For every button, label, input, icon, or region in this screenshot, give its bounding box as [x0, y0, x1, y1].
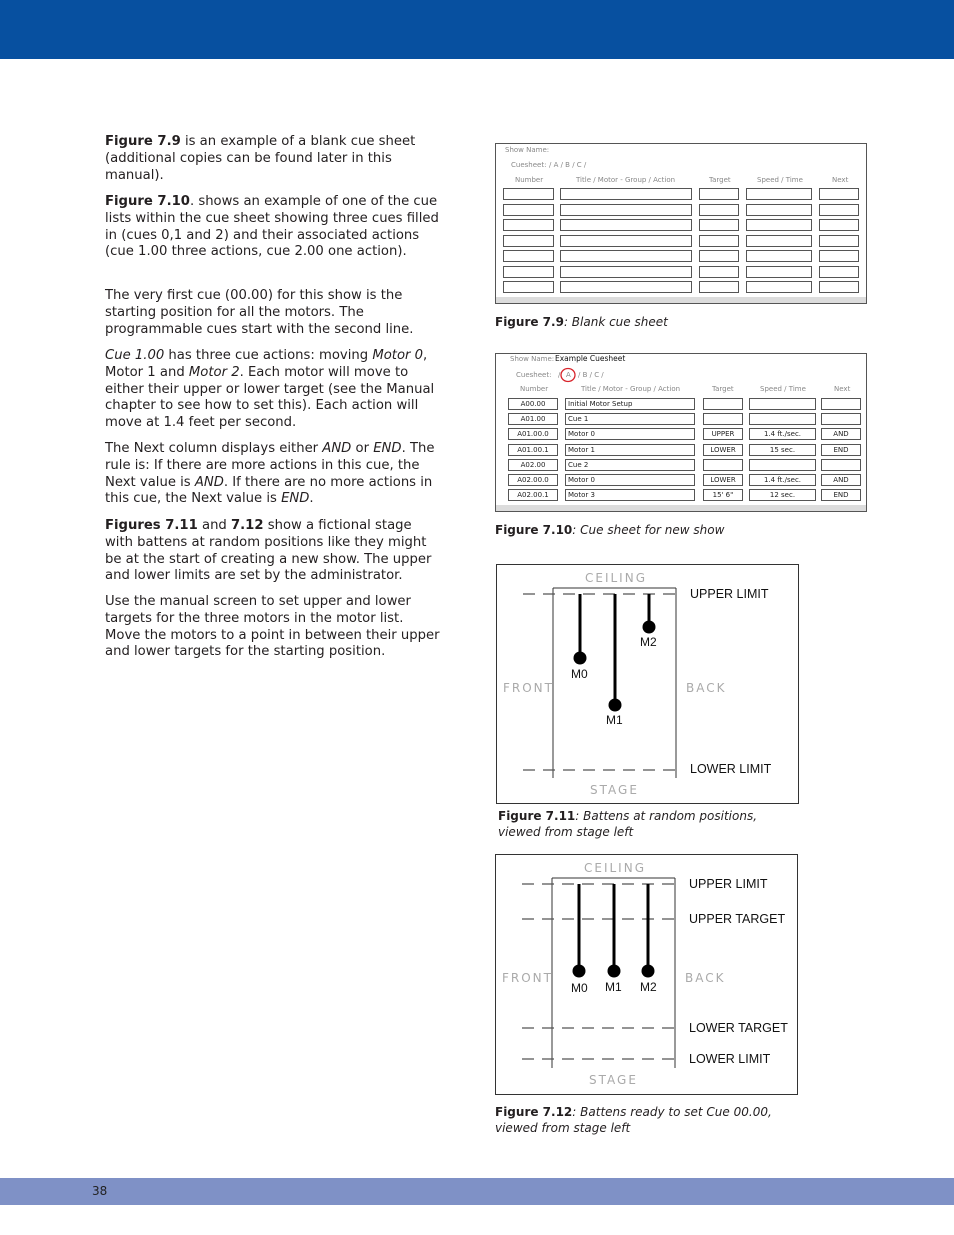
- cue-cell-text: A00.00: [520, 400, 546, 408]
- col-header-speed: Speed / Time: [757, 176, 803, 184]
- cue-cell-text: A02.00: [520, 460, 546, 469]
- cuesheet-selected[interactable]: A: [566, 371, 571, 379]
- page-number: 38: [92, 1184, 108, 1198]
- cue-cell-next[interactable]: [821, 444, 861, 456]
- cue-cell[interactable]: [819, 204, 859, 216]
- cue-cell[interactable]: [699, 281, 739, 293]
- paragraph-fig79-intro: Figure 7.9 is an example of a blank cue sheet (additional copies can be found later in this manual).: [105, 134, 416, 183]
- cue-cell[interactable]: [503, 204, 554, 216]
- stage-label: STAGE: [590, 783, 639, 797]
- cue-cell-speed[interactable]: [749, 428, 816, 440]
- cue-cell-text: 15 sec.: [769, 445, 796, 454]
- stage-diagram-random: [496, 564, 799, 804]
- cue-cell-speed[interactable]: [749, 459, 816, 471]
- cuesheet-label: Cuesheet:: [516, 371, 552, 379]
- cue-cell-text: LOWER: [710, 476, 736, 484]
- stage-label: STAGE: [589, 1073, 638, 1087]
- cue-cell-next[interactable]: [821, 413, 861, 425]
- lower-limit-label: LOWER LIMIT: [689, 1052, 771, 1066]
- col-header-title: Title / Motor - Group / Action: [581, 385, 681, 393]
- cue-cell-num[interactable]: [508, 489, 558, 501]
- motor-m0-label: M0: [571, 667, 588, 681]
- cue-cell-speed[interactable]: [749, 489, 816, 501]
- cue-cell[interactable]: [746, 188, 812, 200]
- motor-m1-label: M1: [606, 713, 623, 727]
- cue-cell-text: A02.00.0: [517, 476, 549, 484]
- cue-cell-text: Motor 0: [568, 430, 595, 439]
- cue-cell-text: Initial Motor Setup: [568, 400, 633, 408]
- cue-cell[interactable]: [503, 250, 554, 262]
- cue-cell-text: LOWER: [710, 445, 736, 454]
- motor-m0-icon: [573, 965, 586, 978]
- cue-cell-text: 12 sec.: [769, 491, 796, 500]
- cue-cell-title[interactable]: [565, 398, 695, 410]
- selection-circle-icon: [559, 367, 577, 383]
- cue-cell-speed[interactable]: [749, 474, 816, 486]
- motor-m1-icon: [609, 699, 622, 712]
- cue-cell[interactable]: [560, 188, 692, 200]
- cuesheet-label: Cuesheet:: [511, 161, 547, 169]
- motor-m2-label: M2: [640, 980, 657, 994]
- stage-diagram-ready: [495, 854, 798, 1095]
- caption-fig710: Figure 7.10: Cue sheet for new show: [495, 523, 725, 537]
- cue-cell-num[interactable]: [508, 474, 558, 486]
- cue-cell[interactable]: [699, 250, 739, 262]
- cue-cell[interactable]: [819, 235, 859, 247]
- front-label: FRONT: [502, 971, 553, 985]
- cue-cell[interactable]: [746, 266, 812, 278]
- col-header-speed: Speed / Time: [760, 385, 806, 393]
- cue-cell-speed[interactable]: [749, 398, 816, 410]
- caption-fig712: Figure 7.12: Battens ready to set Cue 00.00, viewed from stage left: [495, 1105, 772, 1135]
- cue-cell[interactable]: [699, 188, 739, 200]
- cue-cell[interactable]: [699, 266, 739, 278]
- cue-cell-text: A01.00.0: [517, 430, 549, 439]
- paragraph-next-column: The Next column displays either AND or END. The rule is: If there are more actions in this cue, the Next value is AND. If there are no more actions in this cue, the Next value is END.: [105, 441, 435, 507]
- cue-cell[interactable]: [503, 281, 554, 293]
- paragraph-fig710-intro: Figure 7.10. shows an example of one of the cue lists within the cue sheet showing three cues filled in (cues 0,1 and 2) and their associated actions (cue 1.00 three actions, cue 2.00 one action).: [105, 194, 439, 260]
- cue-cell[interactable]: [746, 235, 812, 247]
- cue-cell-num[interactable]: [508, 413, 558, 425]
- cue-cell[interactable]: [746, 219, 812, 231]
- back-label: BACK: [685, 971, 726, 985]
- cue-cell-text: A01.00: [520, 415, 546, 424]
- cue-cell[interactable]: [819, 281, 859, 293]
- motor-m0-icon: [574, 652, 587, 665]
- cue-cell-next[interactable]: [821, 398, 861, 410]
- footer-bar: [0, 1178, 954, 1205]
- front-label: FRONT: [503, 681, 554, 695]
- motor-m2-icon: [643, 621, 656, 634]
- paragraph-first-cue: The very first cue (00.00) for this show is the starting position for all the motors. The programmable cues start with the second line.: [105, 288, 414, 337]
- cue-cell[interactable]: [560, 266, 692, 278]
- cue-cell-target[interactable]: [703, 459, 743, 471]
- cue-cell[interactable]: [560, 250, 692, 262]
- paragraph-figures-711-712: Figures 7.11 and 7.12 show a fictional stage with battens at random positions like they might be at the start of creating a new show. The upper and lower limits are set by the administrator.: [105, 518, 432, 584]
- ceiling-label: CEILING: [584, 861, 646, 875]
- cue-cell-target[interactable]: [703, 489, 743, 501]
- cue-cell[interactable]: [503, 219, 554, 231]
- cue-cell-num[interactable]: [508, 428, 558, 440]
- lower-target-label: LOWER TARGET: [689, 1021, 788, 1035]
- cue-cell-next[interactable]: [821, 459, 861, 471]
- cue-cell[interactable]: [746, 281, 812, 293]
- example-cue-sheet: Show Name: Example Cuesheet Cuesheet: / A / B / C / Number Title / Motor - Group / Action Target Speed / Time Next A00.00 Initial Motor Setup A01.00 Cue 1 A01.00.0 Motor 0 UPPER 1.4 ft./sec. AND A01.00.1 Motor 1 LOWER 15 sec. END A02.00 Cue 2 A02.00.0 Motor 0 LOWER 1.4 ft./sec. AND A02.00.1 Motor 3 15' 6" 12 sec. END: [495, 353, 867, 512]
- cue-cell-text: 1.4 ft./sec.: [763, 476, 802, 484]
- cue-cell[interactable]: [699, 219, 739, 231]
- upper-limit-label: UPPER LIMIT: [689, 877, 768, 891]
- cue-cell[interactable]: [819, 250, 859, 262]
- col-header-title: Title / Motor - Group / Action: [576, 176, 676, 184]
- cue-cell-text: Motor 1: [568, 445, 595, 454]
- cue-cell-target[interactable]: [703, 444, 743, 456]
- cue-cell-next[interactable]: [821, 489, 861, 501]
- caption-fig79: Figure 7.9: Blank cue sheet: [495, 315, 668, 329]
- cue-cell[interactable]: [503, 266, 554, 278]
- cue-cell-target[interactable]: [703, 413, 743, 425]
- caption-fig711: Figure 7.11: Battens at random positions, viewed from stage left: [498, 809, 758, 839]
- col-header-number: Number: [515, 176, 544, 184]
- cue-cell-title[interactable]: [565, 474, 695, 486]
- cue-cell-target[interactable]: [703, 474, 743, 486]
- cue-cell[interactable]: [819, 219, 859, 231]
- cue-cell-text: 1.4 ft./sec.: [763, 430, 802, 439]
- cue-cell-text: A02.00.1: [517, 491, 549, 500]
- cue-cell-text: END: [833, 491, 849, 500]
- cue-cell[interactable]: [699, 235, 739, 247]
- cue-cell-num[interactable]: [508, 398, 558, 410]
- motor-m2-icon: [642, 965, 655, 978]
- cue-cell-target[interactable]: [703, 428, 743, 440]
- cue-cell-text: 15' 6": [712, 491, 734, 500]
- show-name-label: Show Name:: [510, 355, 555, 363]
- motor-m0-label: M0: [571, 981, 588, 995]
- paragraph-cue-1: Cue 1.00 has three cue actions: moving Motor 0, Motor 1 and Motor 2. Each motor will move to either their upper or lower target (see the Manual chapter to see how to set this). Each action will move at 1.4 feet per second.: [105, 348, 435, 431]
- cue-cell-text: A01.00.1: [517, 445, 549, 454]
- cue-cell-next[interactable]: [821, 428, 861, 440]
- cue-cell-text: Cue 2: [568, 460, 589, 469]
- cue-cell-text: AND: [833, 476, 849, 484]
- header-bar: [0, 0, 954, 59]
- cue-cell[interactable]: [503, 188, 554, 200]
- cue-cell-num[interactable]: [508, 459, 558, 471]
- ceiling-label: CEILING: [585, 571, 647, 585]
- cue-cell[interactable]: [560, 204, 692, 216]
- cue-cell-text: AND: [833, 430, 849, 439]
- cuesheet-options: / B / C /: [578, 371, 604, 379]
- cue-cell[interactable]: [699, 204, 739, 216]
- col-header-number: Number: [520, 385, 549, 393]
- cue-cell-speed[interactable]: [749, 444, 816, 456]
- paragraph-manual-screen: Use the manual screen to set upper and lower targets for the three motors in the motor list. Move the motors to a point in between their upper and lower targets for the starting position.: [105, 594, 440, 660]
- cue-cell-num[interactable]: [508, 444, 558, 456]
- back-label: BACK: [686, 681, 727, 695]
- upper-target-label: UPPER TARGET: [689, 912, 786, 926]
- cue-cell[interactable]: [560, 235, 692, 247]
- blank-cue-sheet: [495, 143, 867, 304]
- cue-cell[interactable]: [560, 219, 692, 231]
- show-name-value: Example Cuesheet: [555, 354, 626, 363]
- cue-cell[interactable]: [746, 204, 812, 216]
- motor-m2-label: M2: [640, 635, 657, 649]
- cue-cell[interactable]: [560, 281, 692, 293]
- cue-cell-title[interactable]: [565, 428, 695, 440]
- lower-limit-label: LOWER LIMIT: [690, 762, 772, 776]
- motor-m1-label: M1: [605, 980, 622, 994]
- cue-cell-title[interactable]: [565, 444, 695, 456]
- col-header-target: Target: [712, 385, 734, 393]
- cue-cell-text: Cue 1: [568, 415, 589, 424]
- cue-cell-text: Motor 3: [568, 491, 595, 500]
- cue-cell-speed[interactable]: [749, 413, 816, 425]
- cue-cell-text: END: [833, 445, 849, 454]
- motor-m1-icon: [608, 965, 621, 978]
- upper-limit-label: UPPER LIMIT: [690, 587, 769, 601]
- cue-cell-next[interactable]: [821, 474, 861, 486]
- cue-cell-title[interactable]: [565, 413, 695, 425]
- col-header-target: Target: [709, 176, 731, 184]
- cuesheet-options: / A / B / C /: [549, 161, 587, 169]
- cue-cell-title[interactable]: [565, 489, 695, 501]
- cue-cell-title[interactable]: [565, 459, 695, 471]
- cue-cell[interactable]: [746, 250, 812, 262]
- cue-cell-text: Motor 0: [568, 476, 595, 484]
- col-header-next: Next: [834, 385, 851, 393]
- cue-cell[interactable]: [819, 266, 859, 278]
- cue-cell[interactable]: [503, 235, 554, 247]
- cue-cell[interactable]: [819, 188, 859, 200]
- cue-cell-target[interactable]: [703, 398, 743, 410]
- cue-cell-text: UPPER: [711, 430, 735, 439]
- col-header-next: Next: [832, 176, 849, 184]
- show-name-label: Show Name:: [505, 146, 550, 154]
